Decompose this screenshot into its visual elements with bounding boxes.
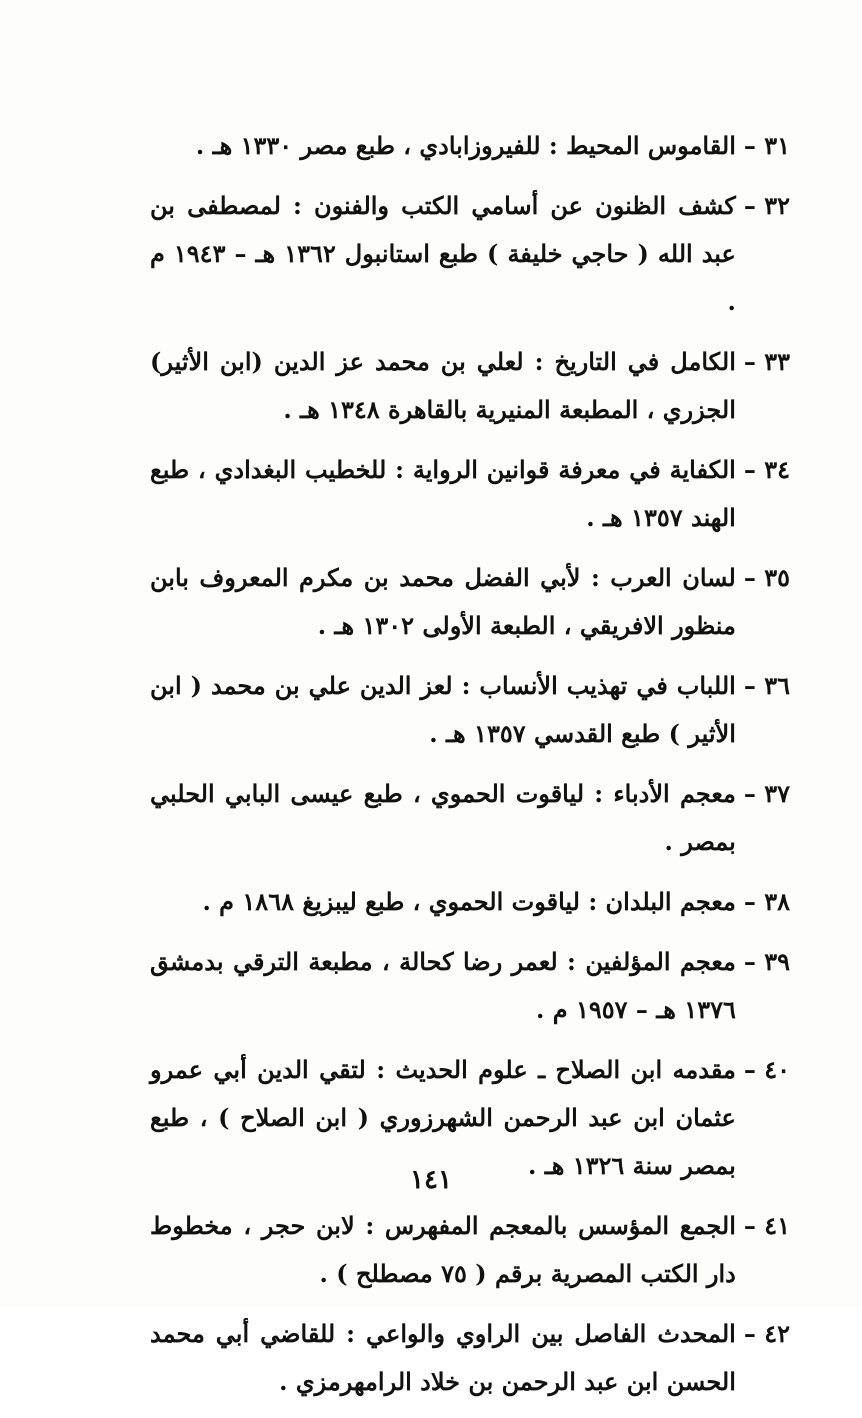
bibliography-entry (150, 338, 790, 434)
entry-number: ٣٥ – (743, 563, 790, 592)
bibliography-entry (150, 1202, 790, 1298)
entry-text: معجم المؤلفين : لعمر رضا كحالة ، مطبعة الترقي بدمشق ١٣٧٦ هـ – ١٩٥٧ م . (150, 947, 736, 1024)
entry-text: الجمع المؤسس بالمعجم المفهرس : لابن حجر ، مخطوط دار الكتب المصرية برقم ( ٧٥ مصطلح ) . (150, 1211, 736, 1288)
entry-text: الكامل في التاريخ : لعلي بن محمد عز الدين (ابن الأثير) الجزري ، المطبعة المنيرية بالقاهرة ١٣٤٨ هـ . (150, 347, 736, 424)
entry-text: الكفاية في معرفة قوانين الرواية : للخطيب البغدادي ، طبع الهند ١٣٥٧ هـ . (150, 455, 736, 532)
entry-number: ٣٤ – (743, 455, 790, 484)
bibliography-list (150, 122, 790, 1418)
bibliography-entry (150, 878, 790, 926)
entry-text: معجم البلدان : لياقوت الحموي ، طبع ليبزيغ ١٨٦٨ م . (202, 887, 736, 916)
entry-number: ٤١ – (743, 1211, 790, 1240)
entry-text: كشف الظنون عن أسامي الكتب والفنون : لمصطفى بن عبد الله ( حاجي خليفة ) طبع استانبول ١٣٦٢ هـ – ١٩٤٣ م . (150, 191, 736, 316)
entry-text: معجم الأدباء : لياقوت الحموي ، طبع عيسى البابي الحلبي بمصر . (150, 779, 736, 856)
bibliography-entry (150, 770, 790, 866)
entry-number: ٣١ – (743, 131, 790, 160)
bibliography-entry (150, 938, 790, 1034)
bibliography-entry (150, 182, 790, 326)
entry-number: ٣٧ – (743, 779, 790, 808)
bibliography-entry (150, 122, 790, 170)
entry-text: مقدمه ابن الصلاح ـ علوم الحديث : لتقي الدين أبي عمرو عثمان ابن عبد الرحمن الشهرزوري ( ابن الصلاح ) ، طبع بمصر سنة ١٣٢٦ هـ . (150, 1055, 736, 1180)
bibliography-entry (150, 554, 790, 650)
entry-number: ٣٨ – (743, 887, 790, 916)
entry-text: لسان العرب : لأبي الفضل محمد بن مكرم المعروف بابن منظور الافريقي ، الطبعة الأولى ١٣٠٢ هـ . (150, 563, 736, 640)
bibliography-entry (150, 446, 790, 542)
entry-text: اللباب في تهذيب الأنساب : لعز الدين علي بن محمد ( ابن الأثير ) طبع القدسي ١٣٥٧ هـ . (150, 671, 736, 748)
entry-number: ٤٢ – (743, 1319, 790, 1348)
entry-number: ٣٣ – (743, 347, 790, 376)
entry-number: ٣٩ – (743, 947, 790, 976)
entry-number: ٣٦ – (743, 671, 790, 700)
bibliography-entry (150, 1310, 790, 1406)
page-number: ١٤١ (410, 1165, 452, 1195)
entry-text: المحدث الفاصل بين الراوي والواعي : للقاضي أبي محمد الحسن ابن عبد الرحمن بن خلاد الرامهرمزي . (150, 1319, 736, 1396)
entry-number: ٤٠ – (743, 1055, 790, 1084)
entry-text: القاموس المحيط : للفيروزابادي ، طبع مصر ١٣٣٠ هـ . (195, 131, 736, 160)
entry-number: ٣٢ – (743, 191, 790, 220)
bibliography-entry (150, 662, 790, 758)
